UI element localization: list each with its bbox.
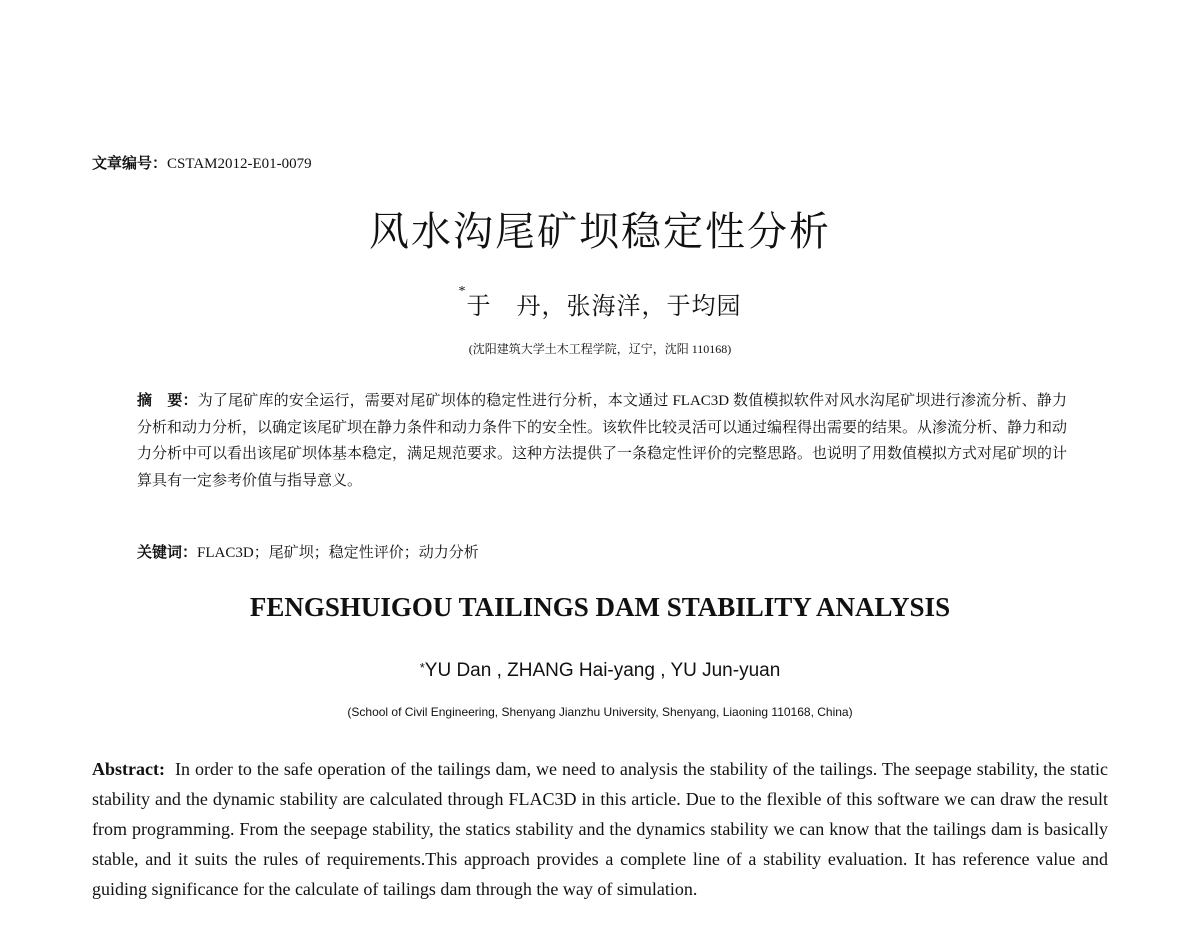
chinese-keywords xyxy=(137,541,1067,562)
chinese-authors xyxy=(0,286,1200,321)
chinese-abstract-label: 摘 要： xyxy=(137,393,198,409)
article-number xyxy=(92,152,312,173)
article-number-value: CSTAM2012-E01-0079 xyxy=(167,156,312,172)
english-affiliation: (School of Civil Engineering, Shenyang Jianzhu University, Shenyang, Liaoning 110168, China) xyxy=(347,705,853,719)
corresponding-author-marker: * xyxy=(458,284,467,299)
chinese-title: 风水沟尾矿坝稳定性分析 xyxy=(369,209,831,255)
chinese-abstract xyxy=(137,388,1067,494)
english-abstract-text: In order to the safe operation of the tailings dam, we need to analysis the stability of the tailings. The seepage stability, the static stability and the dynamic stability are calculated through FLAC3D in this article. Due to the flexible of this software we can draw the result from programming. From the seepage stability, the statics stability and the dynamics stability we can know that the tailings dam is basically stable, and it suits the rules of requirements.This approach provides a complete line of a stability evaluation. It has reference value and guiding significance for the calculate of tailings dam through the way of simulation. xyxy=(92,759,1108,899)
chinese-keywords-text: FLAC3D；尾矿坝；稳定性评价；动力分析 xyxy=(197,545,479,561)
english-abstract xyxy=(92,754,1108,904)
english-corresponding-author-marker: * xyxy=(419,660,425,675)
english-title: FENGSHUIGOU TAILINGS DAM STABILITY ANALYSIS xyxy=(249,592,951,622)
chinese-affiliation: (沈阳建筑大学土木工程学院，辽宁，沈阳 110168) xyxy=(468,342,732,356)
chinese-author-names: 于 丹，张海洋，于均园 xyxy=(466,294,742,320)
chinese-abstract-text: 为了尾矿库的安全运行，需要对尾矿坝体的稳定性进行分析，本文通过 FLAC3D 数值模拟软件对风水沟尾矿坝进行渗流分析、静力分析和动力分析，以确定该尾矿坝在静力条件和动力条件下的安全性。该软件比较灵活可以通过编程得出需要的结果。从渗流分析、静力和动力分析中可以看出该尾矿坝体基本稳定，满足规范要求。这种方法提供了一条稳定性评价的完整思路。也说明了用数值模拟方式对尾矿坝的计算具有一定参考价值与指导意义。 xyxy=(137,393,1068,489)
article-number-label: 文章编号： xyxy=(92,156,168,172)
english-authors xyxy=(0,660,1200,682)
english-abstract-label: Abstract: xyxy=(92,759,165,779)
chinese-keywords-label: 关键词： xyxy=(137,545,198,561)
english-author-names: YU Dan , ZHANG Hai-yang , YU Jun-yuan xyxy=(424,660,781,681)
